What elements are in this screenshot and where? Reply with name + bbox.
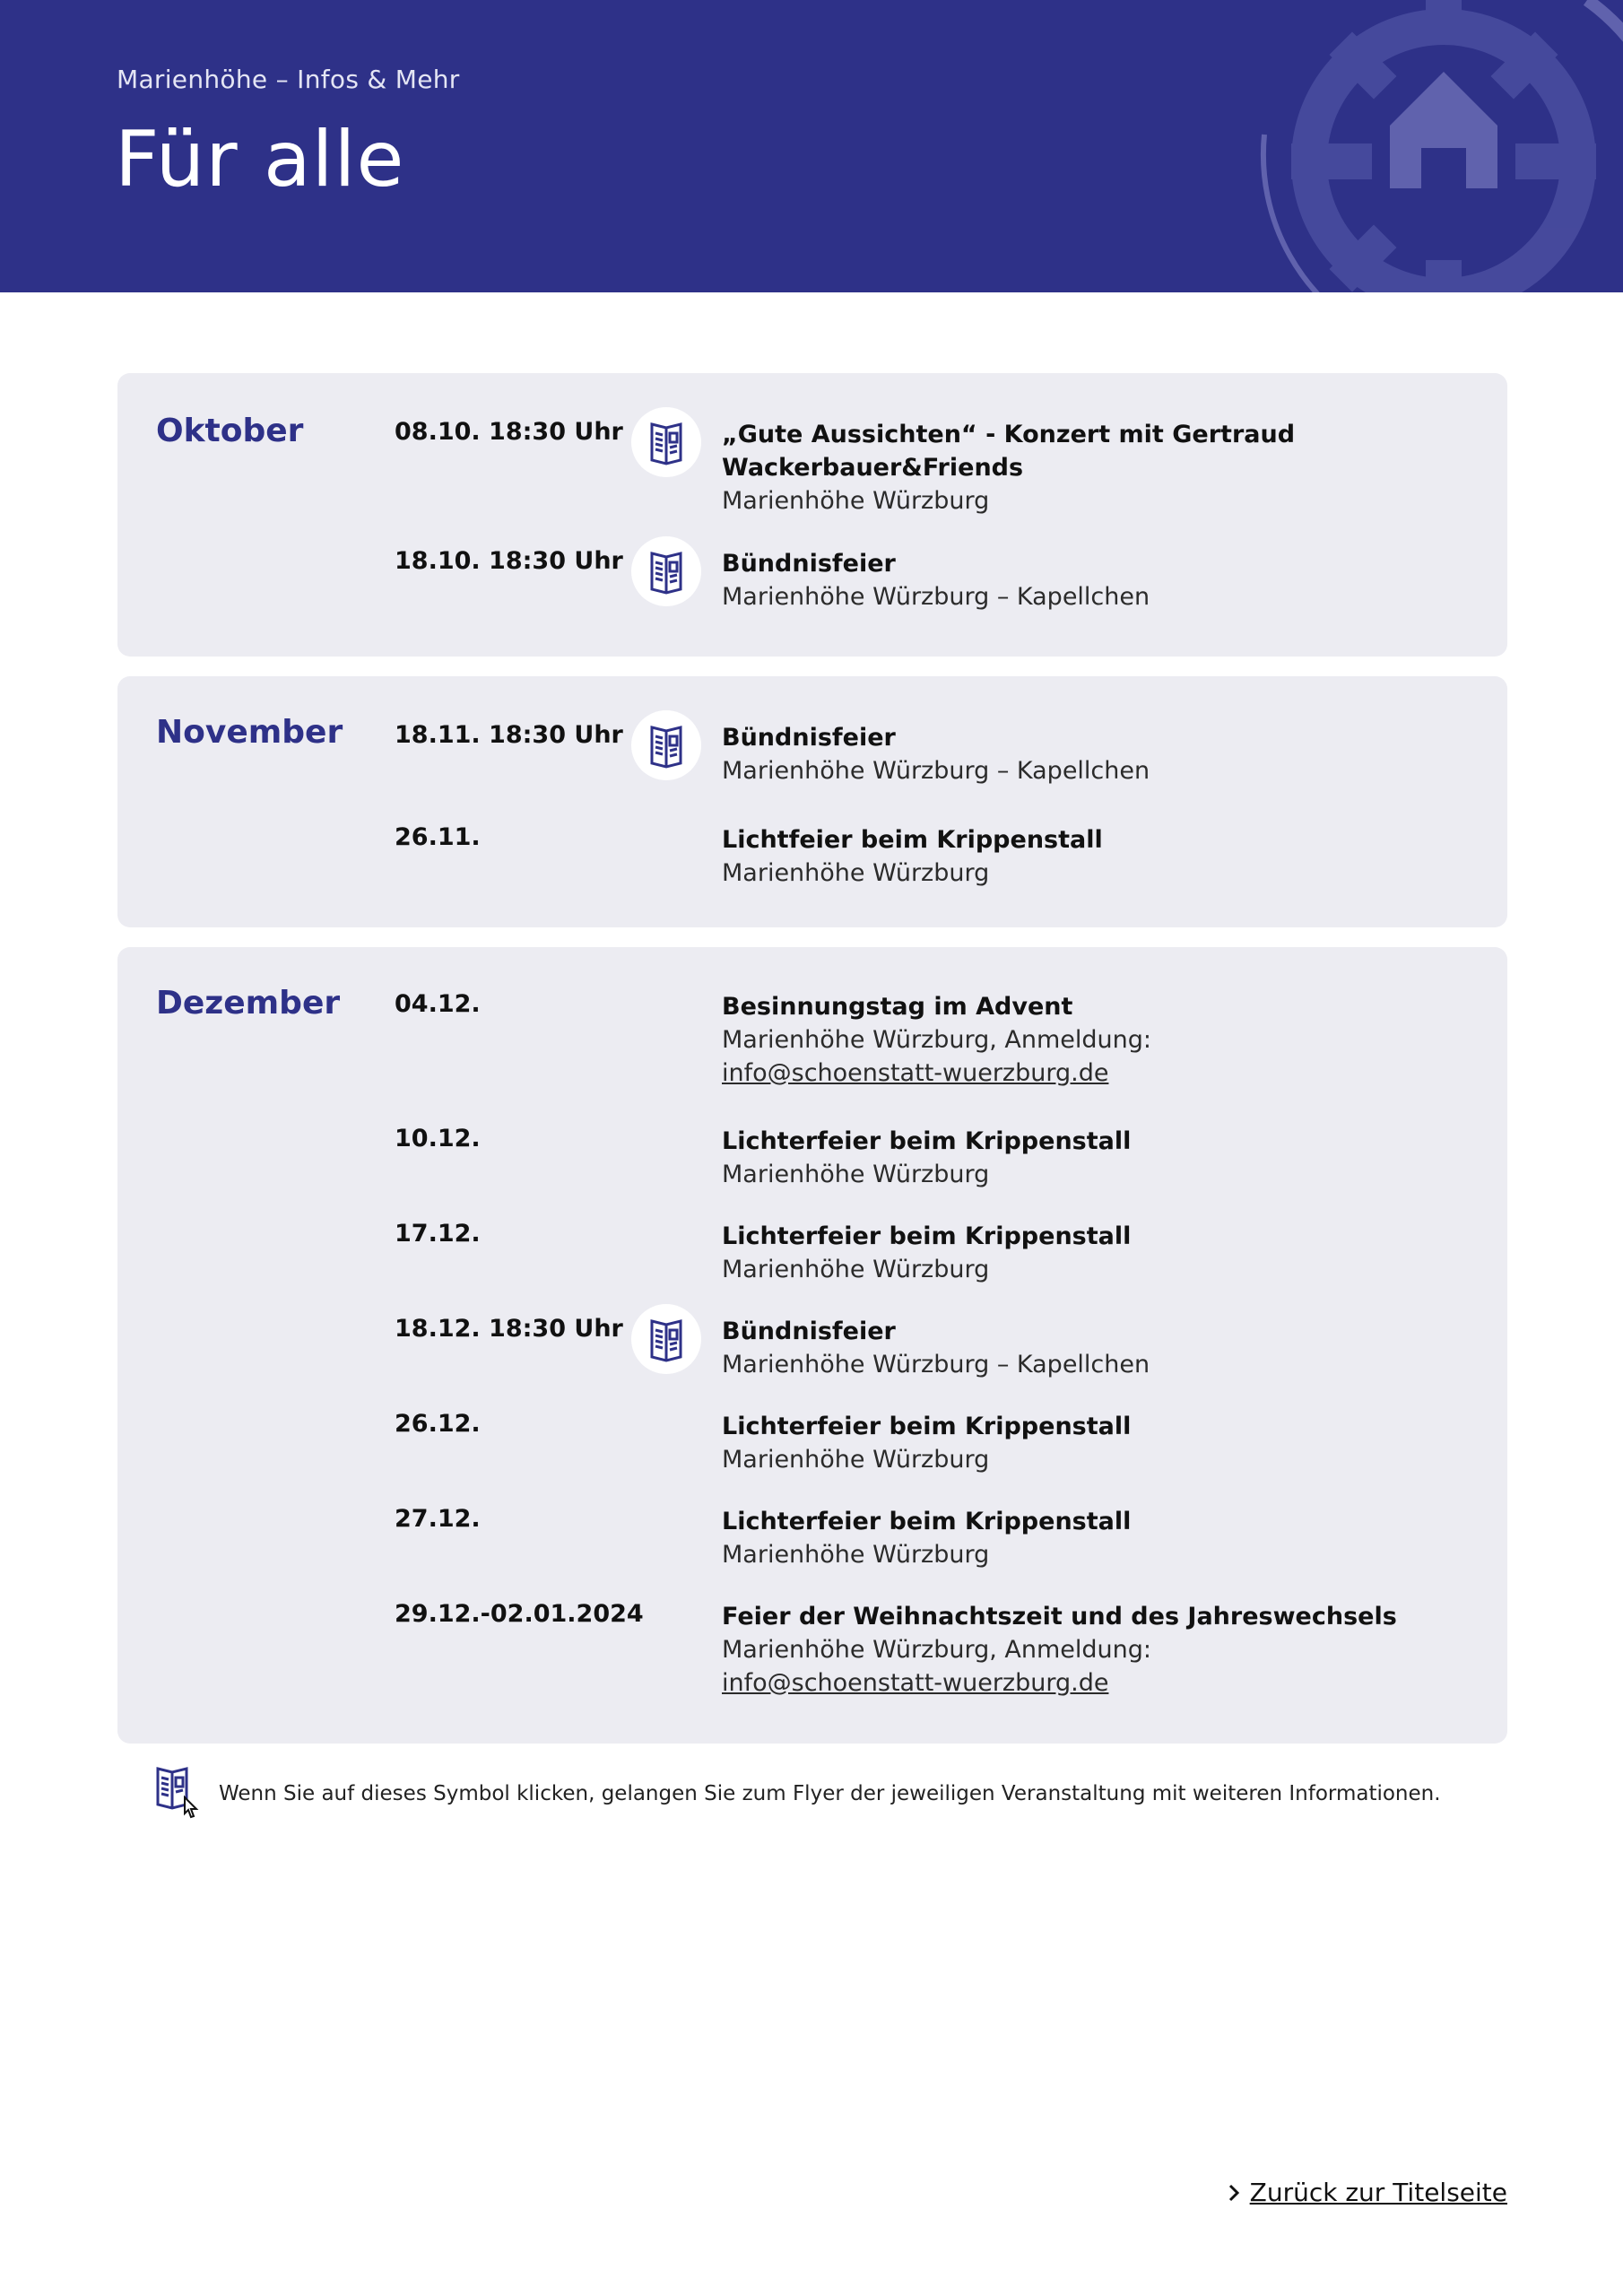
event-body [722, 990, 1457, 1090]
event-name: Besinnungstag im Advent [722, 993, 1073, 1021]
event-body [722, 1315, 1457, 1381]
event-date: 27.12. [395, 1505, 481, 1533]
event-name: Lichtfeier beim Krippenstall [722, 826, 1103, 854]
chevron-right-icon [1227, 2183, 1241, 2203]
flyer-icon[interactable] [631, 710, 701, 780]
event-location: Marienhöhe Würzburg [722, 1541, 990, 1569]
event-date: 18.11. 18:30 Uhr [395, 721, 623, 749]
event-date: 10.12. [395, 1125, 481, 1152]
event-location: Marienhöhe Würzburg, Anmeldung: [722, 1026, 1151, 1054]
event-name: Lichterfeier beim Krippenstall [722, 1413, 1132, 1440]
event-name: Bündnisfeier [722, 1318, 896, 1345]
event-location: Marienhöhe Würzburg – Kapellchen [722, 1351, 1150, 1378]
page-header [0, 0, 1623, 292]
event-date: 08.10. 18:30 Uhr [395, 418, 623, 446]
event-name: „Gute Aussichten“ - Konzert mit Gertraud Wackerbauer&Friends [722, 421, 1296, 482]
event-body [722, 1600, 1457, 1700]
event-body [722, 1125, 1457, 1191]
event-location: Marienhöhe Würzburg – Kapellchen [722, 757, 1150, 785]
flyer-icon[interactable] [631, 1304, 701, 1374]
event-name: Bündnisfeier [722, 724, 896, 752]
event-location: Marienhöhe Würzburg [722, 1256, 990, 1283]
email-link[interactable]: info@schoenstatt-wuerzburg.de [722, 1669, 1109, 1697]
page-title: Für alle [115, 115, 405, 204]
event-date: 26.11. [395, 823, 481, 851]
flyer-icon[interactable] [631, 407, 701, 477]
event-date: 04.12. [395, 990, 481, 1018]
schoenstatt-logo-icon [1237, 0, 1623, 292]
event-body [722, 823, 1457, 890]
event-name: Bündnisfeier [722, 550, 896, 578]
event-date: 18.12. 18:30 Uhr [395, 1315, 623, 1343]
back-link-label: Zurück zur Titelseite [1249, 2178, 1507, 2207]
event-body [722, 721, 1457, 787]
event-date: 29.12.-02.01.2024 [395, 1600, 644, 1628]
event-date: 18.10. 18:30 Uhr [395, 547, 623, 575]
event-location: Marienhöhe Würzburg [722, 1161, 990, 1188]
event-location: Marienhöhe Würzburg [722, 859, 990, 887]
event-name: Lichterfeier beim Krippenstall [722, 1127, 1132, 1155]
header-kicker: Marienhöhe – Infos & Mehr [117, 65, 460, 94]
event-date: 26.12. [395, 1410, 481, 1438]
footnote-text: Wenn Sie auf dieses Symbol klicken, gelangen Sie zum Flyer der jeweiligen Veranstaltung mit weiteren Informationen. [219, 1782, 1441, 1805]
flyer-icon[interactable] [631, 536, 701, 606]
flyer-footnote [154, 1763, 1441, 1824]
event-location: Marienhöhe Würzburg [722, 487, 990, 515]
month-label: Oktober [156, 413, 304, 449]
month-card-oktober [117, 373, 1507, 657]
month-label: Dezember [156, 985, 341, 1022]
event-name: Lichterfeier beim Krippenstall [722, 1508, 1132, 1535]
event-body [722, 1505, 1457, 1571]
event-body [722, 547, 1457, 613]
month-card-dezember [117, 947, 1507, 1744]
flyer-click-icon [154, 1763, 204, 1824]
event-date: 17.12. [395, 1220, 481, 1248]
event-body [722, 418, 1457, 517]
month-card-november [117, 676, 1507, 927]
event-name: Lichterfeier beim Krippenstall [722, 1222, 1132, 1250]
event-name: Feier der Weihnachtszeit und des Jahreswechsels [722, 1603, 1397, 1631]
event-body [722, 1220, 1457, 1286]
event-location: Marienhöhe Würzburg, Anmeldung: [722, 1636, 1151, 1664]
event-location: Marienhöhe Würzburg – Kapellchen [722, 583, 1150, 611]
event-body [722, 1410, 1457, 1476]
event-location: Marienhöhe Würzburg [722, 1446, 990, 1474]
back-to-title-link[interactable] [1227, 2178, 1507, 2207]
month-label: November [156, 714, 343, 751]
email-link[interactable]: info@schoenstatt-wuerzburg.de [722, 1059, 1109, 1087]
